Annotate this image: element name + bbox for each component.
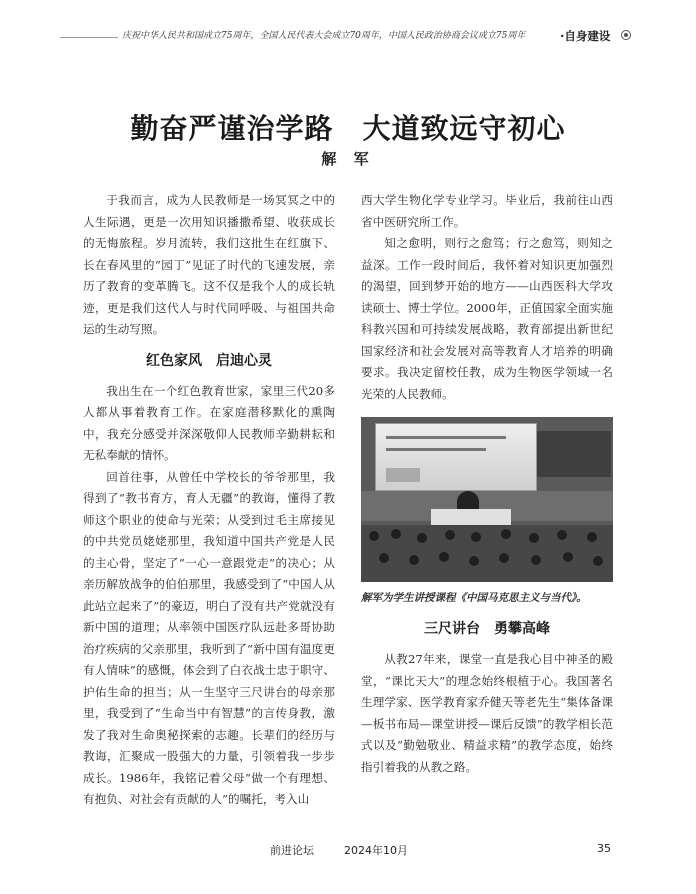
audience-head [501,529,511,539]
header-section-label: ·自身建设 [560,29,611,43]
body-paragraph: 从教27年来，课堂一直是我心目中神圣的殿堂，“课比天大”的理念始终根植于心。我国著名生理学家、医学教育家乔健天等老先生“集体备课—板书布局—课堂讲授—课后反馈”的教学相长范式以及“勤勉敬业、精益求精”的教学态度，始终指引着我的从教之路。 [361,652,613,774]
screen-text-line [386,448,486,451]
audience-head [409,555,419,565]
audience-area [361,525,613,582]
circle-bullet-icon [621,30,631,40]
audience-head [529,533,539,543]
screen-text-line [386,436,506,439]
header-divider [60,37,118,38]
audience-head [557,530,567,540]
audience-head [439,552,449,562]
photo-caption: 解军为学生讲授课程《中国马克思主义与当代》。 [361,592,587,604]
article-author: 解 军 [321,150,375,168]
left-column [83,190,335,811]
audience-head [471,532,481,542]
footer-issue-date: 2024年10月 [344,844,408,857]
audience-head [369,531,379,541]
screen-graphic [386,468,420,482]
footer-journal-name: 前进论坛 [270,844,314,857]
audience-head [593,556,603,566]
audience-head [469,556,479,566]
audience-head [563,552,573,562]
intro-paragraph: 于我而言，成为人民教师是一场冥冥之中的人生际遇，更是一次用知识播撒希望、收获成长的无悔旅程。岁月流转，我们这批生在红旗下、长在春风里的“园丁”见证了时代的飞速发展，亲历了教育的变革腾飞。这不仅是我个人的成长轨迹，更是我们这代人与时代同呼吸、与祖国共命运的生动写照。 [83,193,335,336]
projection-screen [375,423,537,491]
body-paragraph: 知之愈明，则行之愈笃；行之愈笃，则知之益深。工作一段时间后，我怀着对知识更加强烈的渴望，回到梦开始的地方——山西医科大学攻读硕士、博士学位。2000年，正值国家全面实施科教兴国和可持续发展战略，教育部提出新世纪国家经济和社会发展对高等教育人才培养的明确要求。我决定留校任教，成为生物医学领域一名光荣的人民教师。 [361,236,613,401]
right-column [361,190,613,778]
body-paragraph: 回首往事，从曾任中学校长的爷爷那里，我得到了“教书育方，育人无疆”的教诲，懂得了教师这个职业的使命与光荣；从受到过毛主席接见的中共党员姥姥那里，我知道中国共产党是人民的主心骨，坚定了“一心一意跟党走”的决心；从亲历解放战争的伯伯那里，我感受到了“中国人从此站立起来了”的豪迈，明白了没有共产党就没有新中国的道理；从率领中国医疗队远赴多哥协助治疗疾病的父亲那里，我听到了“新中国有温度更有人情味”的感慨，体会到了白衣战士忠于职守、护佑生命的担当；从一生坚守三尺讲台的母亲那里，我受到了“生命当中有智慧”的言传身教，激发了我对生命奥秘探索的志趣。长辈们的经历与教诲，汇聚成一股强大的力量，引领着我一步步成长。1986年，我铭记着父母“做一个有理想、有抱负、对社会有贡献的人”的嘱托，考入山 [83,469,335,806]
article-title: 勤奋严谨治学路 大道致远守初心 [130,111,566,145]
audience-head [391,529,401,539]
audience-head [499,553,509,563]
page-footer [0,842,696,862]
audience-head [445,530,455,540]
page-number: 35 [597,842,611,855]
section-heading-red-family: 红色家风 启迪心灵 [146,352,272,369]
header-running-title: 庆祝中华人民共和国成立75周年，全国人民代表大会成立70周年，中国人民政治协商会议成立75周年 [122,31,526,41]
lecture-photo [361,417,613,582]
blackboard [537,431,611,477]
audience-head [587,532,597,542]
audience-head [417,533,427,543]
audience-head [379,553,389,563]
body-paragraph-continued: 西大学生物化学专业学习。毕业后，我前往山西省中医研究所工作。 [361,193,613,229]
lectern-desk [431,509,511,525]
section-heading-podium: 三尺讲台 勇攀高峰 [424,621,550,637]
audience-head [531,555,541,565]
body-paragraph: 我出生在一个红色教育世家，家里三代20多人都从事着教育工作。在家庭潜移默化的熏陶中，我充分感受并深深敬仰人民教师辛勤耕耘和无私奉献的情怀。 [83,383,335,462]
